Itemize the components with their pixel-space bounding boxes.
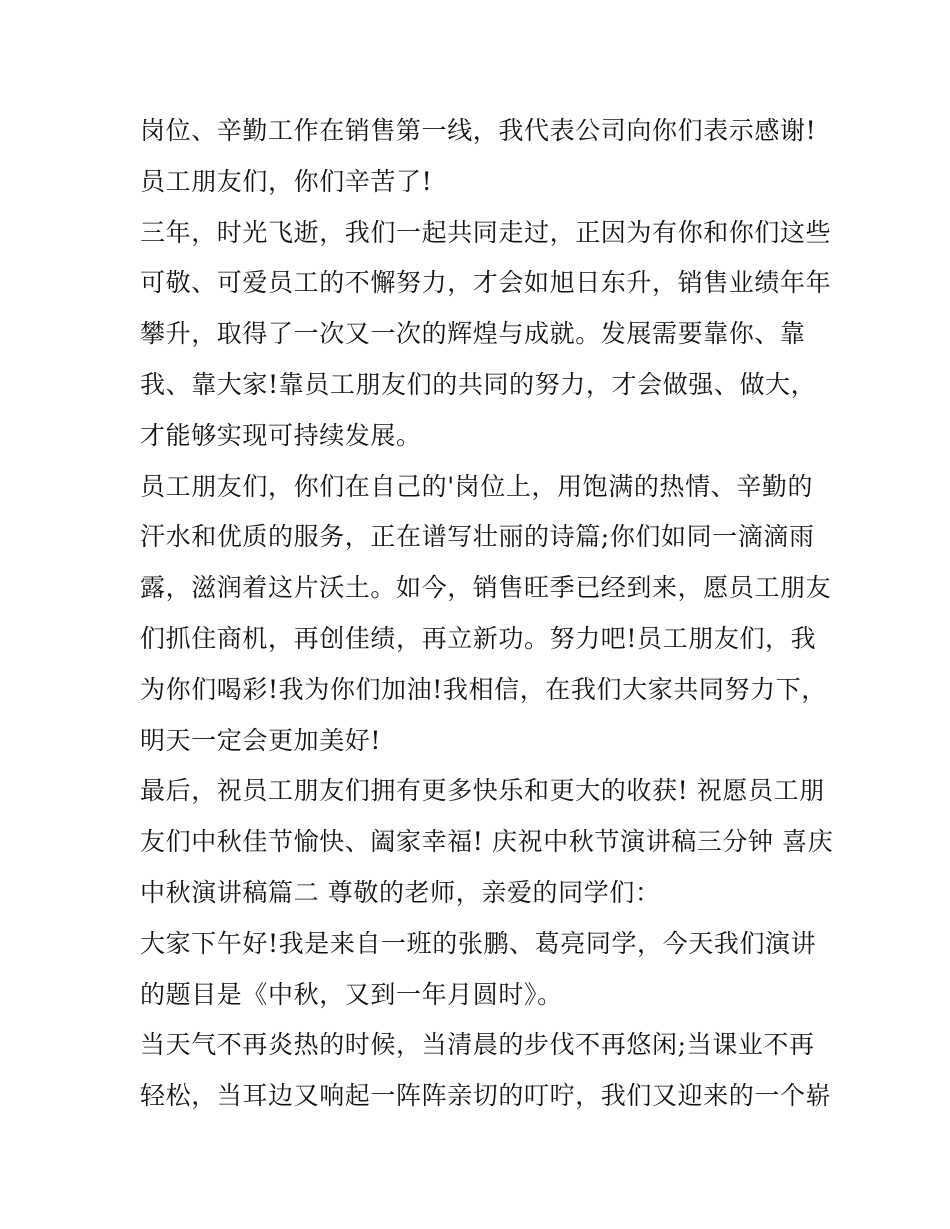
- text-line: 大家下午好!我是来自一班的张鹏、葛亮同学，今天我们演讲: [140, 928, 817, 958]
- text-line: 明天一定会更加美好!: [140, 725, 382, 755]
- text-line: 岗位、辛勤工作在销售第一线，我代表公司向你们表示感谢!: [140, 116, 817, 145]
- text-line: 三年，时光飞逝，我们一起共同走过，正因为有你和你们这些: [140, 217, 832, 247]
- text-line: 攀升，取得了一次又一次的辉煌与成就。发展需要靠你、靠: [140, 319, 806, 349]
- text-line: 可敬、可爱员工的不懈努力，才会如旭日东升，销售业绩年年: [140, 268, 832, 298]
- text-line: 汗水和优质的服务，正在谱写壮丽的诗篇;你们如同一滴滴雨: [140, 522, 815, 552]
- text-line: 中秋演讲稿篇二 尊敬的老师，亲爱的同学们：: [140, 877, 661, 907]
- text-line: 露，滋润着这片沃土。如今，销售旺季已经到来，愿员工朋友: [140, 573, 832, 603]
- text-line: 最后，祝员工朋友们拥有更多快乐和更大的收获! 祝愿员工朋: [140, 776, 825, 806]
- text-line: 为你们喝彩!我为你们加油!我相信，在我们大家共同努力下，: [140, 674, 827, 704]
- text-line: 员工朋友们，你们辛苦了!: [140, 166, 433, 196]
- text-line: 当天气不再炎热的时候，当清晨的步伐不再悠闲;当课业不再: [140, 1030, 815, 1060]
- text-line: 才能够实现可持续发展。: [140, 420, 422, 450]
- text-line: 我、靠大家!靠员工朋友们的共同的努力，才会做强、做大，: [140, 369, 817, 399]
- document-body: [140, 106, 834, 1122]
- text-line: 们抓住商机，再创佳绩，再立新功。努力吧!员工朋友们，我: [140, 623, 817, 653]
- text-line: 员工朋友们，你们在自己的'岗位上，用饱满的热情、辛勤的: [140, 471, 814, 501]
- text-line: 的题目是《中秋，又到一年月圆时》。: [140, 979, 563, 1009]
- text-line: 友们中秋佳节愉快、阖家幸福! 庆祝中秋节演讲稿三分钟 喜庆: [140, 827, 834, 857]
- text-line: 轻松，当耳边又响起一阵阵亲切的叮咛，我们又迎来的一个崭: [140, 1081, 832, 1111]
